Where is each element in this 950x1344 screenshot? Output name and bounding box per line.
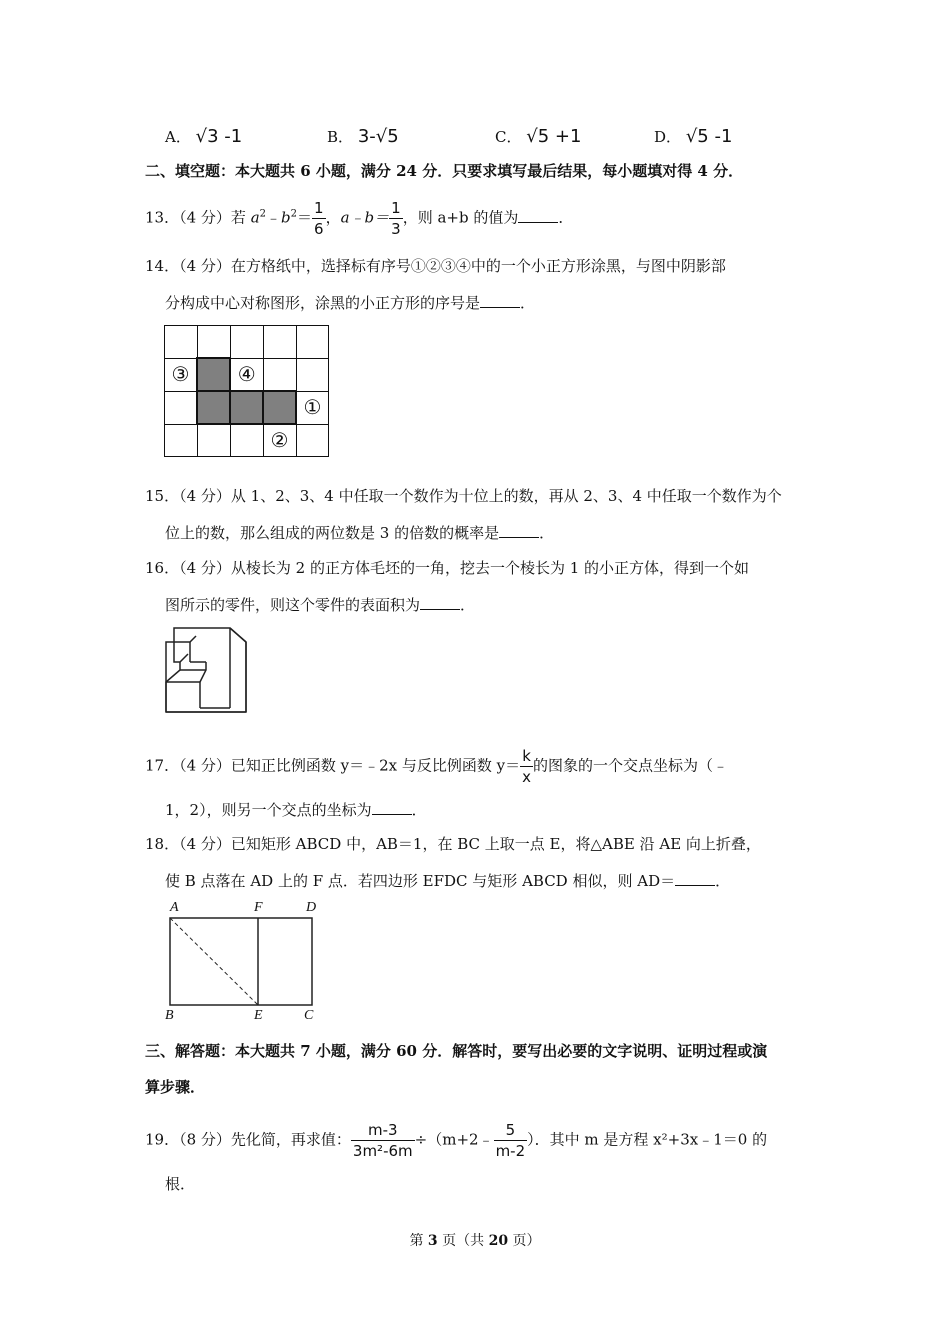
- question-19-line-2: 根．: [165, 1175, 196, 1193]
- answer-blank: [499, 523, 539, 538]
- point-label-d: D: [306, 900, 317, 915]
- point-label-a: A: [170, 900, 179, 915]
- grid-cell-shaded: [230, 391, 263, 424]
- grid-cell: [230, 424, 263, 457]
- fraction-m-3-over-3m2-6m: $\frac{m-3}{\text{3m²-6m}}$: [352, 1121, 413, 1160]
- option-b-label: B．: [327, 128, 354, 146]
- grid-row: [165, 326, 329, 359]
- answer-blank: [372, 800, 412, 815]
- option-b: [327, 126, 399, 148]
- grid-cell: [296, 424, 329, 457]
- answer-blank: [420, 595, 460, 610]
- grid-cell-shaded: [197, 358, 230, 391]
- option-a-label: A．: [165, 128, 191, 146]
- section-3-heading-line-1: 三、解答题：本大题共 7 小题，满分 60 分．解答时，要写出必要的文字说明、证明过程或演: [145, 1042, 768, 1060]
- fraction-5-over-m-2: $\frac{5}{m-2}$: [495, 1121, 526, 1160]
- grid-row: [165, 391, 329, 424]
- option-b-expr: 3-√5: [357, 126, 399, 147]
- grid-cell: [296, 326, 329, 359]
- question-17-line-2: 1，2），则另一个交点的坐标为 ．: [165, 801, 427, 819]
- grid-cell-numbered: ①: [296, 391, 329, 424]
- answer-blank: [675, 871, 715, 886]
- question-17-line-1: 17．（4 分）已知正比例函数 y＝﹣2x 与反比例函数 y＝ $\frac{k}{x}$ 的图象的一个交点坐标为（﹣: [145, 747, 729, 786]
- answer-blank: [518, 208, 558, 223]
- grid-cell-numbered: ③: [165, 358, 198, 391]
- grid-row: [165, 424, 329, 457]
- grid-cell: [165, 424, 198, 457]
- option-a: [165, 126, 242, 148]
- grid-row: [165, 358, 329, 391]
- page-footer: 第 3 页（共 20 页）: [409, 1233, 541, 1249]
- option-c: [495, 126, 581, 148]
- point-label-b: B: [165, 1008, 174, 1023]
- grid-cell-numbered: ④: [230, 358, 263, 391]
- grid-cell: [197, 326, 230, 359]
- fraction-1-6: $\frac{1}{6}$: [314, 199, 324, 238]
- segment-ae: [170, 918, 258, 1005]
- question-18-line-2: 使 B 点落在 AD 上的 F 点．若四边形 EFDC 与矩形 ABCD 相似，则 AD＝ ．: [165, 872, 731, 890]
- answer-blank: [480, 293, 520, 308]
- page-number: 3: [427, 1233, 438, 1249]
- option-d-label: D．: [654, 128, 682, 146]
- question-16-line-2: 图所示的零件，则这个零件的表面积为 ．: [165, 596, 476, 614]
- option-c-expr: √5 +1: [526, 126, 582, 147]
- fraction-1-3: $\frac{1}{3}$: [391, 199, 401, 238]
- question-16-line-1: 16．（4 分）从棱长为 2 的正方体毛坯的一角，挖去一个棱长为 1 的小正方体，得到一个如: [145, 559, 750, 577]
- question-14-line-1: 14．（4 分）在方格纸中，选择标有序号①②③④中的一个小正方形涂黑，与图中阴影部: [145, 257, 726, 275]
- grid-cell-numbered: ②: [263, 424, 296, 457]
- option-d-expr: √5 -1: [685, 126, 733, 147]
- option-c-label: C．: [495, 128, 522, 146]
- section-2-heading: 二、填空题：本大题共 6 小题，满分 24 分．只要求填写最后结果，每小题填对得 4 分．: [145, 162, 744, 180]
- grid-cell-shaded: [263, 391, 296, 424]
- question-19-line-1: 19．（8 分）先化简，再求值： $\frac{m-3}{\text{3m²-6m}}$ ÷（m+2﹣ $\frac{5}{m-2}$ ）．其中 m 是方程 x²+3x﹣1＝0 的: [145, 1121, 768, 1160]
- grid-cell: [165, 326, 198, 359]
- question-15-line-1: 15．（4 分）从 1、2、3、4 中任取一个数作为十位上的数，再从 2、3、4 中任取一个数作为个: [145, 487, 782, 505]
- option-a-expr: √3 -1: [195, 126, 243, 147]
- point-label-c: C: [304, 1008, 314, 1023]
- rectangle-abcd: [170, 918, 312, 1005]
- grid-cell: [197, 424, 230, 457]
- question-13: 13．（4 分）若 $a^2﹣b^2=$ $\frac{1}{6}$ ，a﹣b＝ $\frac{1}{3}$ ，则 a+b 的值为 ．: [145, 199, 574, 238]
- question-18-line-1: 18．（4 分）已知矩形 ABCD 中，AB＝1，在 BC 上取一点 E，将△ABE 沿 AE 向上折叠，: [145, 835, 761, 853]
- point-label-f: F: [254, 900, 263, 915]
- option-d: [654, 126, 732, 148]
- point-label-e: E: [254, 1008, 263, 1023]
- grid-cell-shaded: [197, 391, 230, 424]
- grid-cell: [263, 358, 296, 391]
- question-15-line-2: 位上的数，那么组成的两位数是 3 的倍数的概率是 ．: [165, 524, 555, 542]
- question-14-line-2: 分构成中心对称图形，涂黑的小正方形的序号是 ．: [165, 294, 536, 312]
- fraction-k-x: $\frac{k}{x}$: [522, 747, 532, 786]
- grid-cell: [165, 391, 198, 424]
- grid-cell: [230, 326, 263, 359]
- square-grid-figure: [164, 325, 329, 457]
- section-3-heading-line-2: 算步骤．: [145, 1078, 206, 1096]
- cube-part-figure: [160, 622, 260, 717]
- total-pages: 20: [488, 1233, 509, 1249]
- grid-cell: [296, 358, 329, 391]
- grid-cell: [263, 326, 296, 359]
